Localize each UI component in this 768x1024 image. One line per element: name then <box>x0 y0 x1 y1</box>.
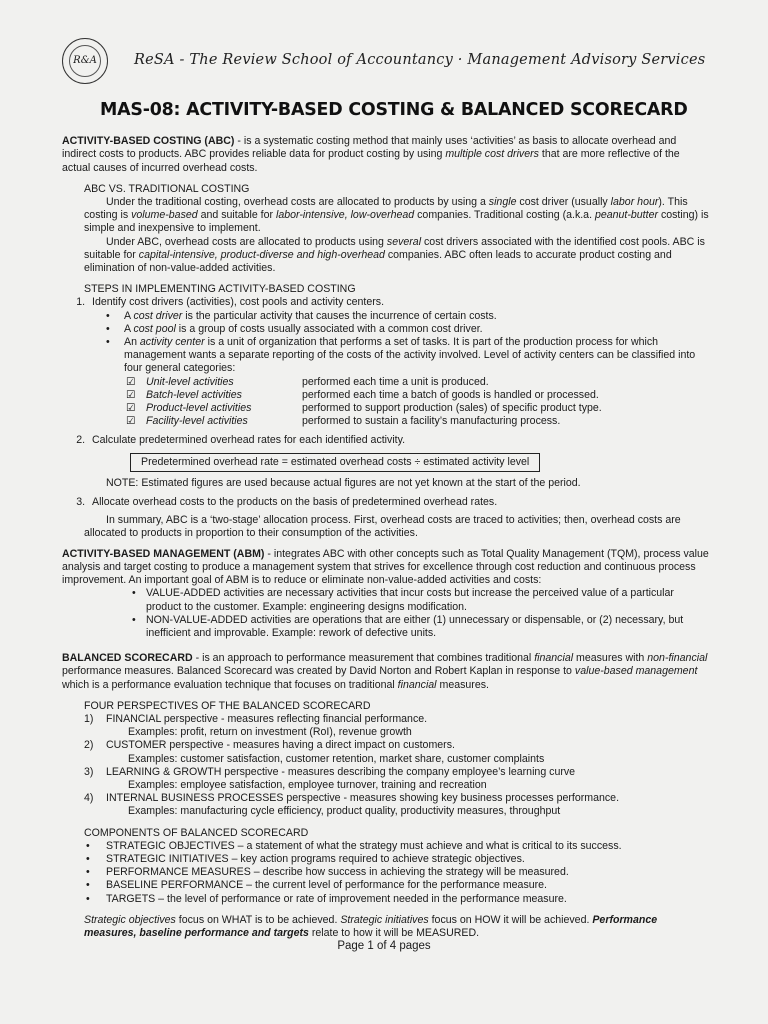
school-logo <box>62 38 108 84</box>
perspective-learning-examples: Examples: employee satisfaction, employee turnover, training and recreation <box>128 778 487 791</box>
logo-text: R&A <box>73 55 97 67</box>
page-footer: Page 1 of 4 pages <box>337 940 431 952</box>
step-3: 3. Allocate overhead costs to the products on the basis of predetermined overhead rates. <box>88 496 710 509</box>
perspectives-list <box>62 713 710 819</box>
abm-heading: ACTIVITY-BASED MANAGEMENT (ABM) <box>62 547 265 560</box>
step-1: 1. Identify cost drivers (activities), cost pools and activity centers. • A cost driver is the particular activity that causes the incurrence of certain costs. • A cost pool is a group of costs usually associated with a common cost driver. • An activity center is a unit of organization that performs a set of tasks. It is part of the production process for which management wants a separate reporting of the costs of the activity involved. Level of activity centers can be classified into four general categories: ☑ Unit-level activities performed each time a unit is produced. ☑ Batch-level activities performed each time a batch of goods is handled or processed. ☑ Product-level activities performed to support production (sales) of specific product type. ☑ Facility-level activities performed to sustain a facility’s manufacturing process. <box>88 296 710 428</box>
perspective-customer: 2) CUSTOMER perspective - measures having a direct impact on customers. <box>84 739 455 752</box>
abc-intro: ACTIVITY-BASED COSTING (ABC) - is a systematic costing method that mainly uses ‘activities’ as basis to allocate overhead and indirect costs to products. ABC provides reliable data for product costing by using multiple cost drivers that are more reflective of the actual causes of incurred overhead costs. <box>62 135 680 174</box>
perspectives-heading: FOUR PERSPECTIVES OF THE BALANCED SCORECARD <box>84 699 371 712</box>
level-batch: ☑ Batch-level activities performed each time a batch of goods is handled or processed. <box>126 388 599 401</box>
formula-box: Predetermined overhead rate = estimated overhead costs ÷ estimated activity level <box>130 453 540 472</box>
steps-list-cont <box>62 496 710 509</box>
component-strategic-objectives: • STRATEGIC OBJECTIVES – a statement of what the strategy must achieve and what is critical to its success. <box>84 840 710 853</box>
step-2: 2. Calculate predetermined overhead rates for each identified activity. <box>88 434 710 447</box>
abc-summary: In summary, ABC is a ‘two-stage’ allocation process. First, overhead costs are traced to activities; then, overhead costs are allocated to products in proportion to their consumption of the activities. <box>84 514 681 540</box>
perspective-internal: 4) INTERNAL BUSINESS PROCESSES perspective - measures showing key business processes performance. <box>84 792 620 805</box>
component-performance-measures: • PERFORMANCE MEASURES – describe how success in achieving the strategy will be measured. <box>84 866 710 879</box>
non-value-added-item: • NON-VALUE-ADDED activities are operations that are either (1) unnecessary or dispensable, or (2) necessary, but inefficient and improvable. Example: rework of defective units. <box>146 614 710 640</box>
cost-driver-bullet: • A cost driver is the particular activity that causes the incurrence of certain costs. <box>120 310 710 323</box>
components-heading: COMPONENTS OF BALANCED SCORECARD <box>84 826 309 839</box>
activity-center-bullet: • An activity center is a unit of organization that performs a set of tasks. It is part of the production process for which management wants a separate reporting of the costs of the activity involved. Level of activity centers can be classified into four general categories: <box>120 336 710 376</box>
perspective-customer-examples: Examples: customer satisfaction, customer retention, market share, customer complaints <box>128 752 545 765</box>
abc-costing-paragraph: Under ABC, overhead costs are allocated to products using several cost drivers associated with the identified cost pools. ABC is suitable for capital-intensive, product-diverse and high-overhead companies. ABC often leads to accurate product costing and elimination of non-value-added activities. <box>84 235 705 275</box>
bsc-heading: BALANCED SCORECARD <box>62 652 193 665</box>
value-added-item: • VALUE-ADDED activities are necessary activities that incur costs but increase the perceived value of a particular product to the customer. Example: engineering designs modification. <box>146 587 710 613</box>
cost-pool-bullet: • A cost pool is a group of costs usually associated with a common cost driver. <box>120 323 710 336</box>
level-unit: ☑ Unit-level activities performed each time a unit is produced. <box>126 375 489 388</box>
page-title: MAS-08: ACTIVITY-BASED COSTING & BALANCED SCORECARD <box>100 100 688 120</box>
abc-heading: ACTIVITY-BASED COSTING (ABC) <box>62 135 235 148</box>
steps-heading: STEPS IN IMPLEMENTING ACTIVITY-BASED COSTING <box>84 283 356 296</box>
component-targets: • TARGETS – the level of performance or rate of improvement needed in the performance measure. <box>84 893 710 906</box>
checkbox-icon: ☑ <box>126 415 136 428</box>
school-banner: ReSA - The Review School of Accountancy · Management Advisory Services <box>134 52 706 69</box>
component-strategic-initiatives: • STRATEGIC INITIATIVES – key action programs required to achieve strategic objectives. <box>84 853 710 866</box>
traditional-costing-paragraph: Under the traditional costing, overhead costs are allocated to products by using a single cost driver (usually labor hour). This costing is volume-based and suitable for labor-intensive, low-overhead companies. Traditional costing (a.k.a. peanut-butter costing) is simple and inexpensive to implement. <box>84 196 709 235</box>
perspective-internal-examples: Examples: manufacturing cycle efficiency, product quality, productivity measures, throughput <box>128 805 561 818</box>
perspective-financial: 1) FINANCIAL perspective - measures reflecting financial performance. <box>84 712 428 725</box>
checkbox-icon: ☑ <box>126 375 136 388</box>
abm-list <box>62 587 710 640</box>
bsc-closing: Strategic objectives focus on WHAT is to be achieved. Strategic initiatives focus on HOW it will be achieved. Performance measures, baseline performance and targets relate to how it will be MEASURED. <box>84 913 658 939</box>
component-baseline-performance: • BASELINE PERFORMANCE – the current level of performance for the performance measure. <box>84 879 710 892</box>
level-product: ☑ Product-level activities performed to support production (sales) of specific product type. <box>126 402 602 415</box>
perspective-learning: 3) LEARNING & GROWTH perspective - measures describing the company employee’s learning curve <box>84 765 576 778</box>
level-facility: ☑ Facility-level activities performed to sustain a facility’s manufacturing process. <box>126 415 561 428</box>
abm-intro: ACTIVITY-BASED MANAGEMENT (ABM) - integrates ABC with other concepts such as Total Quality Management (TQM), process value analysis and target costing to produce a management system that strives for excellence through cost reduction and continuous process improvement. An important goal of ABM is to reduce or eliminate non-value-added activities and costs: <box>62 547 709 587</box>
abc-vs-heading: ABC VS. TRADITIONAL COSTING <box>84 182 250 195</box>
checkbox-icon: ☑ <box>126 402 136 415</box>
components-list <box>62 840 710 906</box>
perspective-financial-examples: Examples: profit, return on investment (RoI), revenue growth <box>128 726 412 739</box>
note: NOTE: Estimated figures are used because actual figures are not yet known at the start of the period. <box>106 476 581 489</box>
activity-levels <box>122 376 710 429</box>
steps-list <box>62 296 710 447</box>
bsc-intro: BALANCED SCORECARD - is an approach to performance measurement that combines traditional financial measures with non-financial performance measures. Balanced Scorecard was created by David Norton and Robert Kaplan in response to value-based management which is a performance evaluation technique that focuses on traditional financial measures. <box>62 652 708 691</box>
checkbox-icon: ☑ <box>126 388 136 401</box>
step-1-bullets <box>92 310 710 376</box>
header <box>62 34 710 88</box>
